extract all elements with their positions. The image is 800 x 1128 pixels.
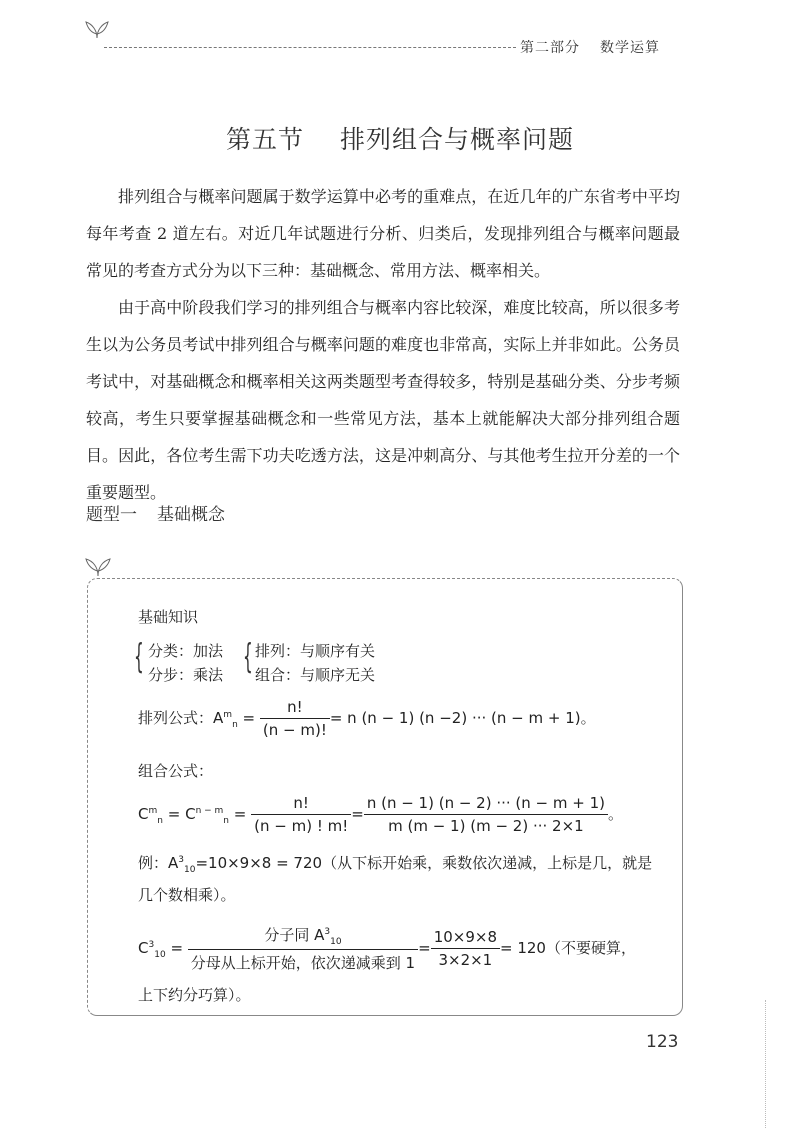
classification-addition: 分类：加法 bbox=[148, 642, 224, 660]
perm-superscript: m bbox=[223, 710, 233, 720]
comb-fraction-2 bbox=[364, 794, 608, 835]
perm-subscript: n bbox=[232, 720, 238, 730]
permutation-formula bbox=[138, 698, 596, 739]
comb-period: 。 bbox=[608, 805, 624, 823]
steps-multiplication: 分步：乘法 bbox=[148, 666, 224, 684]
type-title: 基础概念 bbox=[157, 505, 225, 525]
example-line bbox=[138, 852, 652, 875]
perm-equals: = bbox=[237, 709, 260, 727]
box-title: 基础知识 bbox=[138, 608, 199, 626]
shortcut-numerator-subscript: 10 bbox=[330, 937, 342, 947]
shortcut-formula bbox=[138, 924, 636, 973]
perm-symbol: A bbox=[213, 709, 224, 727]
comb-subscript-2: n bbox=[223, 816, 230, 826]
example-superscript: 3 bbox=[178, 855, 184, 865]
left-brace-1: { bbox=[134, 637, 144, 677]
intro-paragraph-1 bbox=[86, 178, 680, 289]
comb-numerator-2: n (n − 1) (n − 2) ··· (n − m + 1) bbox=[364, 794, 608, 815]
comb-superscript-2: n − m bbox=[195, 806, 224, 816]
shortcut-numerator-2: 10×9×8 bbox=[431, 928, 500, 949]
shortcut-equals-2: = bbox=[418, 939, 431, 957]
running-header bbox=[520, 37, 660, 57]
intro-paragraph-2 bbox=[86, 289, 680, 511]
shortcut-fraction-2 bbox=[431, 928, 500, 969]
shortcut-denominator-2: 3×2×1 bbox=[438, 951, 493, 969]
section-number: 第五节 bbox=[225, 125, 304, 154]
shortcut-fraction-1 bbox=[188, 924, 418, 973]
shortcut-superscript: 3 bbox=[148, 940, 155, 950]
intro-paragraph-2-text: 由于高中阶段我们学习的排列组合与概率内容比较深，难度比较高，所以很多考生以为公务员考试中排列组合与概率问题的难度也非常高，实际上并非如此。公务员考试中，对基础概念和概率相关这两类题型考查得较多，特别是基础分类、分步考频较高，考生只要掌握基础概念和一些常见方法，基本上就能解决大部分排列组合题目。因此，各位考生需下功夫吃透方法，这是冲刺高分、与其他考生拉开分差的一个重要题型。 bbox=[86, 298, 680, 502]
intro-paragraph-1-text: 排列组合与概率问题属于数学运算中必考的重难点，在近几年的广东省考中平均每年考查 2 道左右。对近几年试题进行分析、归类后，发现排列组合与概率问题最常见的考查方式分为以下三种：基础概念、常用方法、概率相关。 bbox=[86, 187, 680, 280]
leaf-ornament-icon bbox=[84, 554, 112, 578]
comb-superscript-1: m bbox=[148, 806, 158, 816]
header-rule bbox=[104, 47, 516, 48]
comb-subscript-1: n bbox=[157, 816, 163, 826]
perm-denominator: (n − m)! bbox=[262, 721, 327, 739]
combination-order-note: 组合：与顺序无关 bbox=[255, 666, 376, 684]
comb-symbol: C bbox=[138, 805, 149, 823]
shortcut-subscript: 10 bbox=[154, 950, 166, 960]
left-brace-2: { bbox=[243, 637, 253, 677]
permutation-order-note: 排列：与顺序有关 bbox=[255, 642, 376, 660]
header-part: 第二部分 bbox=[520, 40, 580, 56]
page-number: 123 bbox=[646, 1032, 679, 1052]
example-continuation: 几个数相乘）。 bbox=[138, 886, 236, 904]
shortcut-numerator-1 bbox=[188, 924, 418, 950]
shortcut-equals: = bbox=[165, 939, 188, 957]
example-text: =10×9×8 = 720（从下标开始乘，乘数依次递减，上标是几，就是 bbox=[195, 854, 653, 872]
shortcut-numerator-text: 分子同 A bbox=[264, 926, 325, 944]
comb-numerator-1: n! bbox=[251, 794, 351, 815]
section-name: 排列组合与概率问题 bbox=[340, 125, 575, 154]
shortcut-result: = 120（不要硬算， bbox=[500, 939, 636, 957]
section-title bbox=[0, 120, 800, 156]
combination-label: 组合公式： bbox=[138, 762, 214, 780]
type-heading bbox=[86, 500, 225, 525]
shortcut-denominator-1: 分母从上标开始，依次递减乘到 1 bbox=[190, 954, 416, 972]
comb-equals-symbol: = C bbox=[162, 805, 196, 823]
leaf-ornament-icon bbox=[84, 18, 110, 40]
type-label: 题型一 bbox=[86, 505, 137, 525]
comb-fraction-1 bbox=[251, 794, 351, 835]
perm-numerator: n! bbox=[260, 698, 330, 719]
shortcut-symbol: C bbox=[138, 939, 149, 957]
comb-denominator-2: m (m − 1) (m − 2) ··· 2×1 bbox=[388, 817, 584, 835]
example-prefix: 例：A bbox=[138, 854, 179, 872]
shortcut-continuation: 上下约分巧算）。 bbox=[138, 986, 251, 1004]
header-subject: 数学运算 bbox=[600, 40, 660, 56]
comb-equals: = bbox=[229, 805, 252, 823]
comb-equals-2: = bbox=[351, 805, 364, 823]
scan-edge-marks bbox=[765, 1000, 768, 1128]
permutation-label: 排列公式： bbox=[138, 709, 214, 727]
example-subscript: 10 bbox=[184, 865, 196, 875]
combination-formula bbox=[138, 794, 623, 835]
perm-expansion: = n (n − 1) (n −2) ··· (n − m + 1)。 bbox=[329, 709, 596, 727]
perm-fraction bbox=[260, 698, 330, 739]
comb-denominator-1: (n − m) ! m! bbox=[254, 817, 349, 835]
shortcut-numerator-superscript: 3 bbox=[324, 927, 331, 937]
